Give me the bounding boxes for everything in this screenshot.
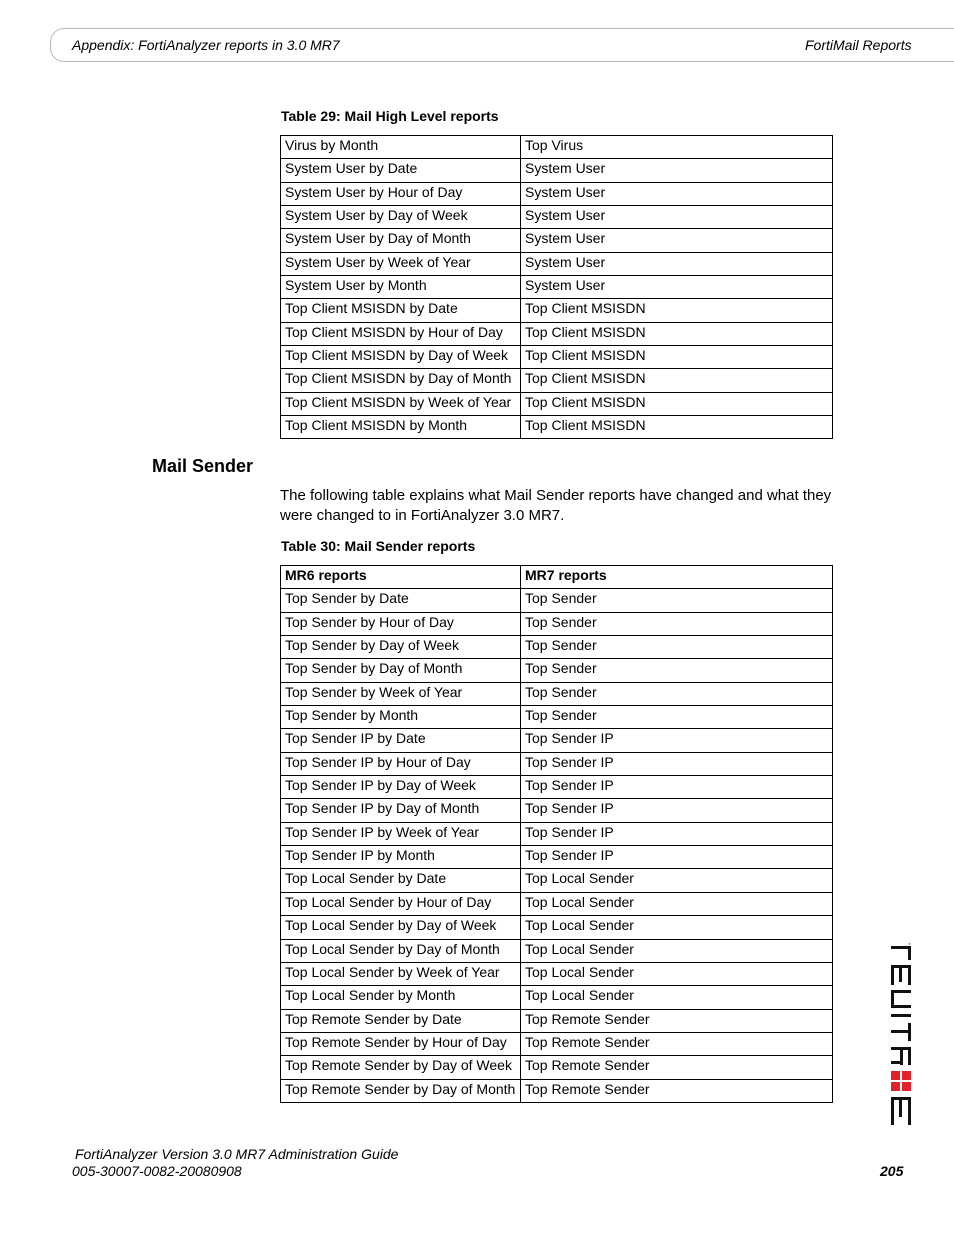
table-row bbox=[281, 206, 833, 229]
report-name-cell: System User by Day of Month bbox=[281, 229, 521, 252]
report-target-cell: Top Client MSISDN bbox=[521, 346, 833, 369]
report-target-cell: Top Sender IP bbox=[521, 776, 833, 799]
table-row bbox=[281, 939, 833, 962]
table-row bbox=[281, 682, 833, 705]
table-row bbox=[281, 322, 833, 345]
report-name-cell: Top Sender IP by Week of Year bbox=[281, 822, 521, 845]
table-row bbox=[281, 636, 833, 659]
report-target-cell: Top Local Sender bbox=[521, 916, 833, 939]
report-name-cell: Virus by Month bbox=[281, 136, 521, 159]
mail-sender-reports-table bbox=[280, 565, 833, 1103]
report-target-cell: Top Sender bbox=[521, 612, 833, 635]
report-target-cell: System User bbox=[521, 229, 833, 252]
report-target-cell: Top Sender bbox=[521, 589, 833, 612]
report-target-cell: System User bbox=[521, 276, 833, 299]
report-name-cell: Top Sender by Week of Year bbox=[281, 682, 521, 705]
report-target-cell: Top Sender IP bbox=[521, 822, 833, 845]
report-target-cell: Top Client MSISDN bbox=[521, 299, 833, 322]
report-name-cell: Top Sender by Day of Month bbox=[281, 659, 521, 682]
report-name-cell: Top Sender by Hour of Day bbox=[281, 612, 521, 635]
table-row bbox=[281, 846, 833, 869]
table-row bbox=[281, 1079, 833, 1102]
table-row bbox=[281, 916, 833, 939]
report-target-cell: Top Sender bbox=[521, 636, 833, 659]
report-name-cell: Top Local Sender by Date bbox=[281, 869, 521, 892]
report-name-cell: Top Local Sender by Day of Week bbox=[281, 916, 521, 939]
report-target-cell: Top Local Sender bbox=[521, 986, 833, 1009]
table-row bbox=[281, 892, 833, 915]
report-target-cell: Top Remote Sender bbox=[521, 1032, 833, 1055]
report-name-cell: Top Sender IP by Hour of Day bbox=[281, 752, 521, 775]
table-row bbox=[281, 1032, 833, 1055]
page-number: 205 bbox=[880, 1163, 904, 1179]
report-target-cell: System User bbox=[521, 206, 833, 229]
report-target-cell: Top Sender IP bbox=[521, 799, 833, 822]
table-row bbox=[281, 1056, 833, 1079]
table-row bbox=[281, 706, 833, 729]
report-target-cell: Top Local Sender bbox=[521, 939, 833, 962]
report-name-cell: Top Sender IP by Day of Week bbox=[281, 776, 521, 799]
table-row bbox=[281, 369, 833, 392]
report-target-cell: Top Sender IP bbox=[521, 752, 833, 775]
report-target-cell: Top Virus bbox=[521, 136, 833, 159]
report-name-cell: System User by Date bbox=[281, 159, 521, 182]
section-intro-paragraph: The following table explains what Mail Sender reports have changed and what they were changed to in FortiAnalyzer 3.0 MR7. bbox=[280, 487, 832, 524]
report-name-cell: Top Remote Sender by Day of Week bbox=[281, 1056, 521, 1079]
table-row bbox=[281, 962, 833, 985]
table-row bbox=[281, 752, 833, 775]
report-name-cell: Top Client MSISDN by Day of Month bbox=[281, 369, 521, 392]
report-name-cell: Top Local Sender by Day of Month bbox=[281, 939, 521, 962]
report-target-cell: Top Sender IP bbox=[521, 729, 833, 752]
report-target-cell: System User bbox=[521, 182, 833, 205]
table-row bbox=[281, 136, 833, 159]
table-row bbox=[281, 276, 833, 299]
table-row bbox=[281, 612, 833, 635]
svg-text:®: ® bbox=[908, 943, 911, 946]
table-row bbox=[281, 392, 833, 415]
table-row bbox=[281, 659, 833, 682]
report-target-cell: System User bbox=[521, 252, 833, 275]
report-name-cell: Top Local Sender by Week of Year bbox=[281, 962, 521, 985]
table-row bbox=[281, 729, 833, 752]
header-section-title: Appendix: FortiAnalyzer reports in 3.0 MR7 bbox=[72, 37, 340, 53]
table-29-caption: Table 29: Mail High Level reports bbox=[281, 108, 499, 124]
column-header: MR7 reports bbox=[521, 566, 833, 589]
report-target-cell: Top Remote Sender bbox=[521, 1009, 833, 1032]
report-name-cell: Top Client MSISDN by Hour of Day bbox=[281, 322, 521, 345]
report-name-cell: System User by Week of Year bbox=[281, 252, 521, 275]
report-target-cell: Top Client MSISDN bbox=[521, 392, 833, 415]
header-chapter-title: FortiMail Reports bbox=[805, 37, 912, 53]
report-target-cell: Top Local Sender bbox=[521, 869, 833, 892]
report-name-cell: Top Client MSISDN by Date bbox=[281, 299, 521, 322]
footer-document-id: 005-30007-0082-20080908 bbox=[72, 1163, 242, 1179]
column-header: MR6 reports bbox=[281, 566, 521, 589]
table-row bbox=[281, 822, 833, 845]
report-name-cell: Top Local Sender by Month bbox=[281, 986, 521, 1009]
report-target-cell: Top Sender IP bbox=[521, 846, 833, 869]
report-name-cell: Top Sender by Month bbox=[281, 706, 521, 729]
report-name-cell: Top Remote Sender by Hour of Day bbox=[281, 1032, 521, 1055]
table-row bbox=[281, 299, 833, 322]
report-target-cell: Top Client MSISDN bbox=[521, 322, 833, 345]
report-target-cell: Top Sender bbox=[521, 682, 833, 705]
report-name-cell: Top Client MSISDN by Month bbox=[281, 416, 521, 439]
table-header-row bbox=[281, 566, 833, 589]
table-row bbox=[281, 986, 833, 1009]
fortinet-logo bbox=[891, 943, 913, 1127]
report-name-cell: Top Sender IP by Date bbox=[281, 729, 521, 752]
report-target-cell: Top Client MSISDN bbox=[521, 369, 833, 392]
table-row bbox=[281, 416, 833, 439]
table-row bbox=[281, 182, 833, 205]
report-target-cell: Top Local Sender bbox=[521, 892, 833, 915]
table-30-caption: Table 30: Mail Sender reports bbox=[281, 538, 476, 554]
table-row bbox=[281, 1009, 833, 1032]
report-name-cell: System User by Day of Week bbox=[281, 206, 521, 229]
report-name-cell: Top Sender IP by Month bbox=[281, 846, 521, 869]
report-name-cell: System User by Month bbox=[281, 276, 521, 299]
table-row bbox=[281, 159, 833, 182]
section-heading: Mail Sender bbox=[152, 456, 254, 476]
report-name-cell: Top Local Sender by Hour of Day bbox=[281, 892, 521, 915]
report-name-cell: Top Remote Sender by Date bbox=[281, 1009, 521, 1032]
report-name-cell: Top Sender by Day of Week bbox=[281, 636, 521, 659]
report-target-cell: Top Client MSISDN bbox=[521, 416, 833, 439]
table-row bbox=[281, 589, 833, 612]
report-name-cell: Top Client MSISDN by Week of Year bbox=[281, 392, 521, 415]
report-name-cell: Top Sender by Date bbox=[281, 589, 521, 612]
table-row bbox=[281, 229, 833, 252]
report-target-cell: Top Local Sender bbox=[521, 962, 833, 985]
report-target-cell: System User bbox=[521, 159, 833, 182]
report-name-cell: System User by Hour of Day bbox=[281, 182, 521, 205]
report-target-cell: Top Sender bbox=[521, 659, 833, 682]
footer-guide-title: FortiAnalyzer Version 3.0 MR7 Administration Guide bbox=[75, 1146, 399, 1162]
report-name-cell: Top Client MSISDN by Day of Week bbox=[281, 346, 521, 369]
table-row bbox=[281, 799, 833, 822]
report-target-cell: Top Remote Sender bbox=[521, 1056, 833, 1079]
report-target-cell: Top Sender bbox=[521, 706, 833, 729]
report-name-cell: Top Sender IP by Day of Month bbox=[281, 799, 521, 822]
table-row bbox=[281, 252, 833, 275]
mail-high-level-reports-table bbox=[280, 135, 833, 439]
report-name-cell: Top Remote Sender by Day of Month bbox=[281, 1079, 521, 1102]
table-row bbox=[281, 869, 833, 892]
report-target-cell: Top Remote Sender bbox=[521, 1079, 833, 1102]
table-row bbox=[281, 346, 833, 369]
table-row bbox=[281, 776, 833, 799]
